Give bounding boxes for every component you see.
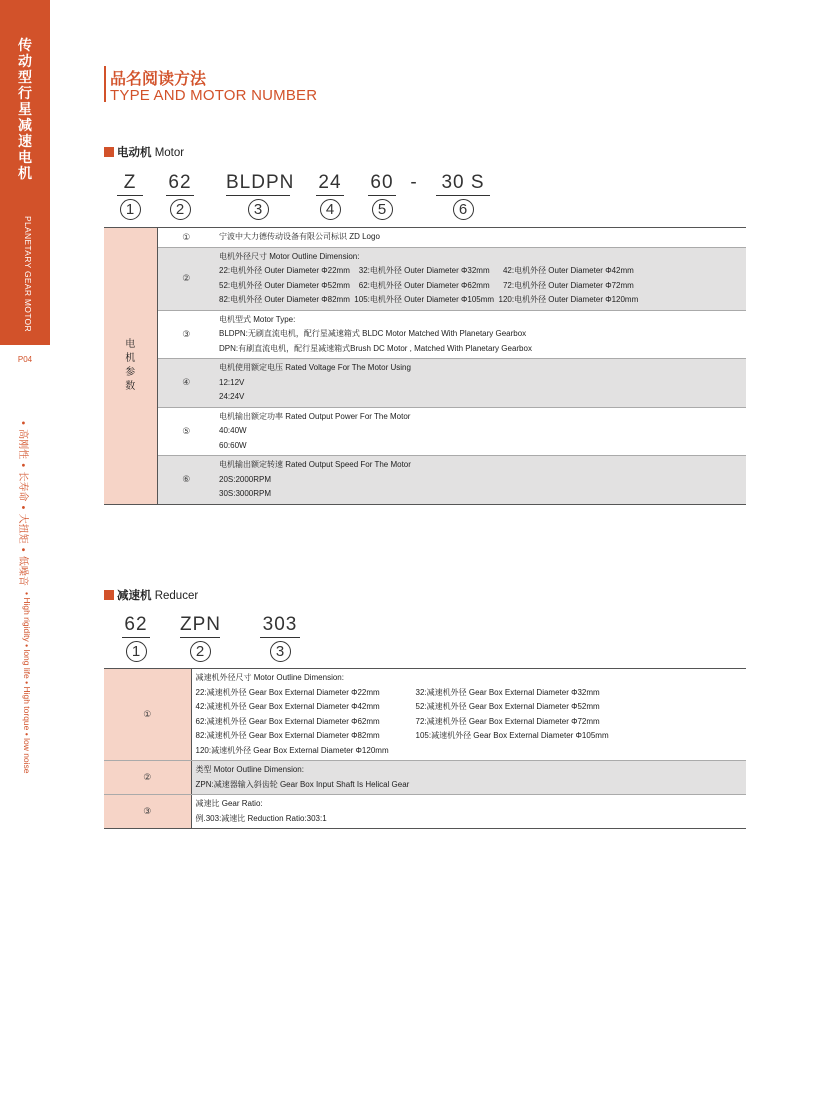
row-index: ①: [104, 669, 191, 761]
sidebar-title: 传 动 型 行 星 减 速 电 机: [18, 38, 32, 182]
motor-code-segment: 24 4: [316, 172, 344, 220]
row-text: 电机外径尺寸 Motor Outline Dimension: 22:电机外径 Outer Diameter Φ22mm 32:电机外径 Outer Diameter Φ32mm 42:电机外径 Outer Diameter Φ42mm 52:电机外径 Outer Diameter Φ52mm 62:电机外径 Outer Diameter Φ62mm 72:电机外径 Outer Diameter Φ72mm 82:电机外径 Outer Diameter Φ82mm 105:电机外径 Outer Diameter Φ105mm 120:电机外径 Outer Diameter Φ120mm: [215, 247, 746, 310]
table-row: [104, 310, 746, 359]
table-row: [104, 247, 746, 310]
row-index: ③: [104, 795, 191, 829]
motor-code-segment: 30 S 6: [436, 172, 490, 220]
table-row: [104, 761, 746, 795]
page-title-zh: 品名阅读方法: [110, 69, 207, 88]
row-index: ①: [157, 228, 215, 248]
table-row: [104, 228, 746, 248]
features-en: • High rigidity • long life • High torque • low noise: [22, 592, 32, 774]
row-text: 类型 Motor Outline Dimension: ZPN:减速器输入斜齿轮 Gear Box Input Shaft Is Helical Gear: [191, 761, 746, 795]
row-index: ③: [157, 310, 215, 359]
motor-code-dash: -: [410, 172, 418, 193]
motor-code-segment: BLDPN 3: [226, 172, 295, 218]
sidebar-subtitle: PLANETARY GEAR MOTOR: [23, 216, 33, 332]
reducer-code-segment: ZPN 2: [180, 614, 221, 660]
row-index: ②: [104, 761, 191, 795]
page-number: P04: [17, 355, 33, 364]
motor-code-segment: Z 1: [117, 172, 143, 220]
row-text: 减速比 Gear Ratio: 例.303:减速比 Reduction Ratio:303:1: [195, 799, 327, 823]
row-text: 电机型式 Motor Type: BLDPN:无刷直流电机，配行星减速箱式 BLDC Motor Matched With Planetary Gearbox DPN:有刷直流电机，配行星减速箱式Brush DC Motor , Matched With Planetary Gearbox: [215, 310, 746, 359]
reducer-code-segment: 303 3: [260, 614, 300, 662]
motor-spec-table: [104, 227, 746, 505]
motor-heading: 电动机 Motor: [104, 144, 184, 160]
square-bullet-icon: [104, 590, 114, 600]
page-title-en: TYPE AND MOTOR NUMBER: [110, 87, 318, 104]
table-row: [104, 407, 746, 456]
row-index: ④: [157, 359, 215, 408]
motor-param-label: 电 机 参 数: [104, 228, 157, 505]
row-text: 宁波中大力德传动设备有限公司标识 ZD Logo: [215, 228, 746, 248]
features-zh: • 高刚性 • 长寿命 • 大扭矩 • 低噪音: [17, 420, 28, 586]
row-text: 减速机外径尺寸 Motor Outline Dimension: 22:减速机外径 Gear Box External Diameter Φ22mm 32:减速机外径 Gear Box External Diameter Φ32mm 42:减速机外径 Gear Box External Diameter Φ42mm 52:减速机外径 Gear Box External Diameter Φ52mm 62:减速机外径 Gear Box External Diameter Φ62mm 72:减速机外径 Gear Box External Diameter Φ72mm 82:减速机外径 Gear Box External Diameter Φ82mm 105:减速机外径 Gear Box External Diameter Φ105mm 120:减速机外径 Gear Box External Diameter Φ120mm: [191, 669, 746, 761]
row-text: 电机输出额定功率 Rated Output Power For The Motor 40:40W 60:60W: [215, 407, 746, 456]
table-row: [104, 359, 746, 408]
row-text: 电机输出额定转速 Rated Output Speed For The Motor 20S:2000RPM 30S:3000RPM: [219, 460, 411, 498]
row-text: 电机使用额定电压 Rated Voltage For The Motor Using 12:12V 24:24V: [215, 359, 746, 408]
motor-code-segment: 60 5: [368, 172, 396, 220]
reducer-spec-table: [104, 668, 746, 829]
table-row: [104, 456, 746, 505]
title-accent-bar: [104, 66, 106, 102]
square-bullet-icon: [104, 147, 114, 157]
row-index: ②: [157, 247, 215, 310]
reducer-code-segment: 62 1: [122, 614, 150, 662]
table-row: [104, 795, 746, 829]
row-index: ⑤: [157, 407, 215, 456]
row-index: ⑥: [182, 474, 191, 485]
motor-code-segment: 62 2: [166, 172, 194, 220]
table-row: [104, 669, 746, 761]
reducer-heading: 减速机 Reducer: [104, 587, 198, 603]
